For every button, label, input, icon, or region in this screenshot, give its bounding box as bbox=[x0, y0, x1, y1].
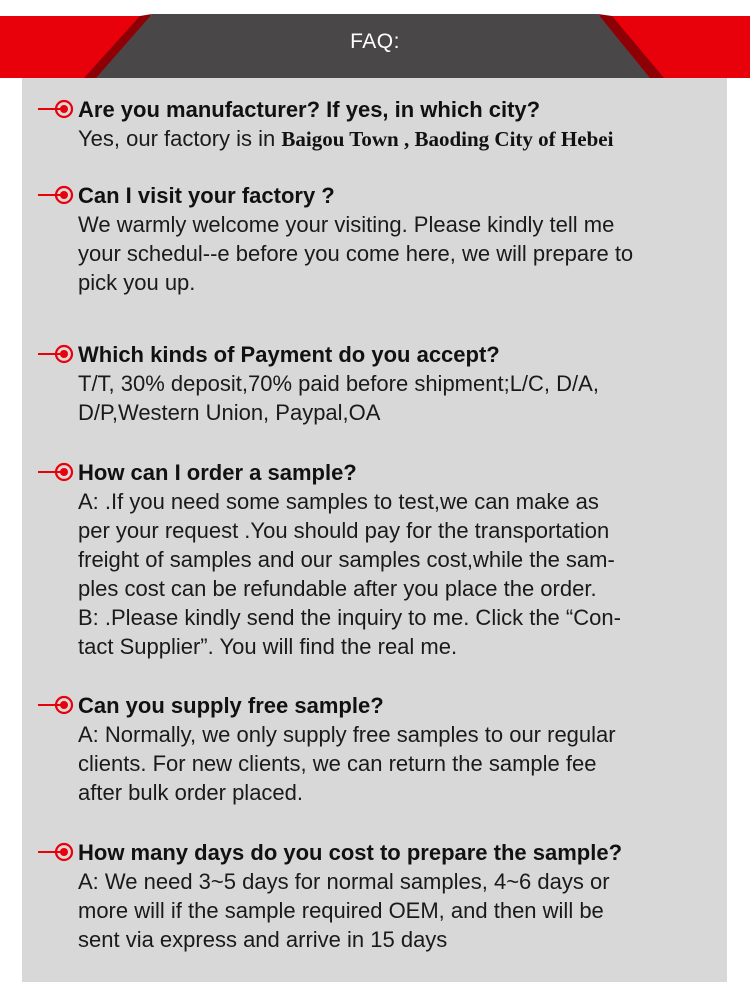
faq-question: How many days do you cost to prepare the sample? bbox=[78, 840, 623, 865]
faq-panel bbox=[22, 78, 727, 982]
faq-answer bbox=[78, 867, 718, 954]
faq-answer bbox=[78, 210, 718, 297]
faq-answer bbox=[78, 369, 718, 427]
faq-answer-line: freight of samples and our samples cost,while the sam- bbox=[78, 547, 615, 572]
faq-answer-line: pick you up. bbox=[78, 270, 196, 295]
factory-location: Baigou Town , Baoding City of Hebei bbox=[281, 127, 614, 151]
faq-answer bbox=[78, 720, 718, 807]
faq-answer-line: ples cost can be refundable after you place the order. bbox=[78, 576, 597, 601]
faq-answer-line: per your request .You should pay for the transportation bbox=[78, 518, 610, 543]
faq-answer bbox=[78, 124, 718, 154]
faq-question: Can I visit your factory ? bbox=[78, 183, 335, 208]
faq-question: Which kinds of Payment do you accept? bbox=[78, 342, 500, 367]
faq-header bbox=[0, 0, 750, 78]
faq-answer-line: tact Supplier”. You will find the real me. bbox=[78, 634, 458, 659]
target-bullet-icon bbox=[38, 695, 74, 715]
faq-question: How can I order a sample? bbox=[78, 460, 357, 485]
faq-answer-line: after bulk order placed. bbox=[78, 780, 304, 805]
faq-question: Can you supply free sample? bbox=[78, 693, 384, 718]
faq-answer-line: B: .Please kindly send the inquiry to me. Click the “Con- bbox=[78, 605, 621, 630]
faq-answer-line: T/T, 30% deposit,70% paid before shipment;L/C, D/A, bbox=[78, 371, 599, 396]
faq-answer-line: A: .If you need some samples to test,we can make as bbox=[78, 489, 599, 514]
faq-answer-line: more will if the sample required OEM, and then will be bbox=[78, 898, 604, 923]
faq-answer-line: A: Normally, we only supply free samples to our regular bbox=[78, 722, 616, 747]
faq-title: FAQ: bbox=[350, 30, 400, 53]
target-bullet-icon bbox=[38, 842, 74, 862]
faq-answer-line: A: We need 3~5 days for normal samples, 4~6 days or bbox=[78, 869, 610, 894]
faq-answer-line: clients. For new clients, we can return the sample fee bbox=[78, 751, 597, 776]
faq-question: Are you manufacturer? If yes, in which city? bbox=[78, 97, 541, 122]
target-bullet-icon bbox=[38, 462, 74, 482]
faq-answer-line: We warmly welcome your visiting. Please kindly tell me bbox=[78, 212, 615, 237]
faq-answer-text: Yes, our factory is in bbox=[78, 126, 276, 151]
target-bullet-icon bbox=[38, 344, 74, 364]
faq-answer bbox=[78, 487, 718, 661]
target-bullet-icon bbox=[38, 99, 74, 119]
target-bullet-icon bbox=[38, 185, 74, 205]
faq-answer-line: sent via express and arrive in 15 days bbox=[78, 927, 448, 952]
faq-answer-line: D/P,Western Union, Paypal,OA bbox=[78, 400, 381, 425]
faq-answer-line: your schedul--e before you come here, we will prepare to bbox=[78, 241, 634, 266]
